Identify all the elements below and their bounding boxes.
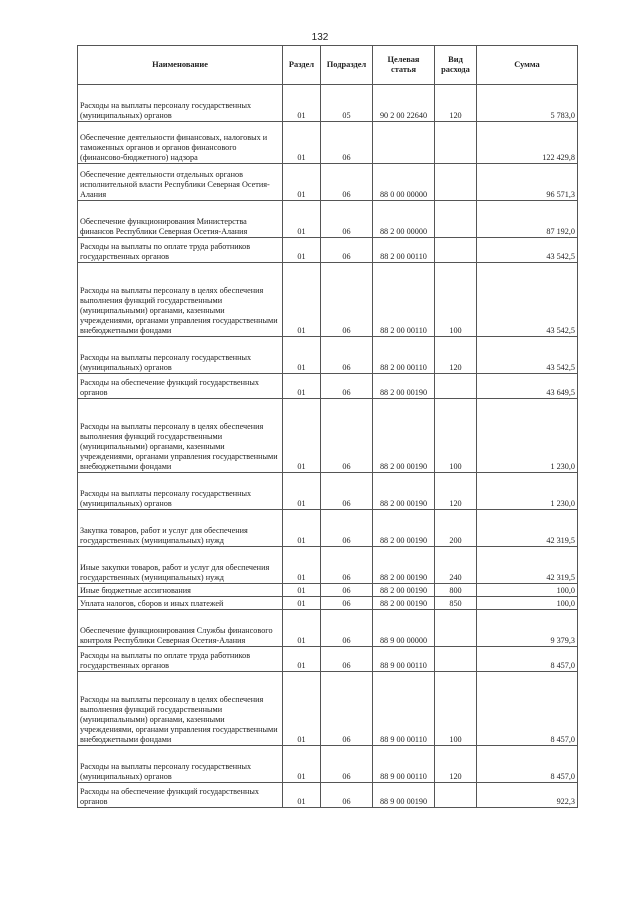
row-subsection: 06 (321, 783, 373, 808)
row-subsection: 05 (321, 85, 373, 122)
row-subsection: 06 (321, 201, 373, 238)
row-target: 90 2 00 22640 (373, 85, 435, 122)
row-sum: 43 649,5 (477, 374, 578, 399)
table-row (78, 122, 578, 164)
row-name: Закупка товаров, работ и услуг для обеспечения государственных (муниципальных) нужд (78, 510, 283, 547)
row-target: 88 2 00 00190 (373, 584, 435, 597)
table-row (78, 783, 578, 808)
row-sum: 5 783,0 (477, 85, 578, 122)
row-target: 88 9 00 00000 (373, 610, 435, 647)
table-row (78, 85, 578, 122)
row-target: 88 2 00 00190 (373, 510, 435, 547)
row-section: 01 (283, 672, 321, 746)
row-type (435, 201, 477, 238)
row-type (435, 783, 477, 808)
row-type (435, 610, 477, 647)
row-type (435, 647, 477, 672)
table-row (78, 263, 578, 337)
row-section: 01 (283, 399, 321, 473)
row-sum: 42 319,5 (477, 547, 578, 584)
row-subsection: 06 (321, 547, 373, 584)
row-sum: 100,0 (477, 584, 578, 597)
budget-table (77, 45, 578, 808)
row-section: 01 (283, 263, 321, 337)
row-subsection: 06 (321, 374, 373, 399)
row-name: Расходы на выплаты персоналу государственных (муниципальных) органов (78, 473, 283, 510)
table-row (78, 374, 578, 399)
row-name: Обеспечение деятельности отдельных органов исполнительной власти Республики Северная Осетия-Алания (78, 164, 283, 201)
row-subsection: 06 (321, 584, 373, 597)
row-subsection: 06 (321, 473, 373, 510)
row-sum: 43 542,5 (477, 263, 578, 337)
table-row (78, 746, 578, 783)
table-row (78, 510, 578, 547)
row-subsection: 06 (321, 647, 373, 672)
row-type (435, 374, 477, 399)
table-row (78, 610, 578, 647)
row-sum: 8 457,0 (477, 746, 578, 783)
table-row (78, 238, 578, 263)
row-name: Обеспечение функционирования Министерства финансов Республики Северная Осетия-Алания (78, 201, 283, 238)
header-type: Вид расхода (435, 46, 477, 85)
row-section: 01 (283, 783, 321, 808)
row-name: Обеспечение функционирования Службы финансового контроля Республики Северная Осетия-Алания (78, 610, 283, 647)
table-row (78, 399, 578, 473)
row-sum: 43 542,5 (477, 238, 578, 263)
row-section: 01 (283, 374, 321, 399)
row-section: 01 (283, 746, 321, 783)
row-subsection: 06 (321, 238, 373, 263)
row-type (435, 238, 477, 263)
table-row (78, 584, 578, 597)
row-name: Расходы на выплаты персоналу государственных (муниципальных) органов (78, 337, 283, 374)
row-sum: 1 230,0 (477, 399, 578, 473)
row-sum: 9 379,3 (477, 610, 578, 647)
row-subsection: 06 (321, 399, 373, 473)
row-name: Иные закупки товаров, работ и услуг для обеспечения государственных (муниципальных) нужд (78, 547, 283, 584)
row-name: Расходы на выплаты персоналу государственных (муниципальных) органов (78, 746, 283, 783)
row-type: 850 (435, 597, 477, 610)
header-row (78, 46, 578, 85)
row-name: Расходы на обеспечение функций государственных органов (78, 783, 283, 808)
row-target: 88 9 00 00190 (373, 783, 435, 808)
row-sum: 8 457,0 (477, 672, 578, 746)
table-row (78, 201, 578, 238)
row-target: 88 0 00 00000 (373, 164, 435, 201)
row-target: 88 2 00 00110 (373, 263, 435, 337)
row-section: 01 (283, 473, 321, 510)
row-type (435, 122, 477, 164)
row-type: 120 (435, 473, 477, 510)
row-sum: 1 230,0 (477, 473, 578, 510)
row-target: 88 2 00 00190 (373, 374, 435, 399)
row-name: Обеспечение деятельности финансовых, налоговых и таможенных органов и органов финансового (финансово-бюджетного) надзора (78, 122, 283, 164)
row-section: 01 (283, 201, 321, 238)
row-sum: 87 192,0 (477, 201, 578, 238)
row-type: 120 (435, 746, 477, 783)
row-type: 100 (435, 399, 477, 473)
row-section: 01 (283, 547, 321, 584)
row-target: 88 9 00 00110 (373, 672, 435, 746)
table-row (78, 597, 578, 610)
row-subsection: 06 (321, 337, 373, 374)
row-target: 88 2 00 00190 (373, 399, 435, 473)
table-row (78, 164, 578, 201)
row-subsection: 06 (321, 164, 373, 201)
row-section: 01 (283, 510, 321, 547)
row-type: 100 (435, 672, 477, 746)
header-name: Наименование (78, 46, 283, 85)
row-sum: 122 429,8 (477, 122, 578, 164)
row-section: 01 (283, 597, 321, 610)
row-name: Расходы на выплаты по оплате труда работников государственных органов (78, 647, 283, 672)
row-type (435, 164, 477, 201)
row-section: 01 (283, 122, 321, 164)
row-sum: 922,3 (477, 783, 578, 808)
row-subsection: 06 (321, 672, 373, 746)
header-section: Раздел (283, 46, 321, 85)
row-section: 01 (283, 647, 321, 672)
table-row (78, 473, 578, 510)
row-sum: 43 542,5 (477, 337, 578, 374)
row-name: Уплата налогов, сборов и иных платежей (78, 597, 283, 610)
row-target: 88 2 00 00190 (373, 547, 435, 584)
row-type: 200 (435, 510, 477, 547)
row-type: 800 (435, 584, 477, 597)
row-name: Расходы на выплаты персоналу в целях обеспечения выполнения функций государственными (муниципальными) органами, казенными учреждениями, органами управления государственными внебюджетными фондами (78, 263, 283, 337)
row-name: Иные бюджетные ассигнования (78, 584, 283, 597)
row-name: Расходы на выплаты по оплате труда работников государственных органов (78, 238, 283, 263)
row-type: 240 (435, 547, 477, 584)
table-row (78, 647, 578, 672)
row-sum: 8 457,0 (477, 647, 578, 672)
row-target: 88 2 00 00110 (373, 337, 435, 374)
header-target: Целевая статья (373, 46, 435, 85)
row-type: 120 (435, 337, 477, 374)
row-name: Расходы на выплаты персоналу в целях обеспечения выполнения функций государственными (муниципальными) органами, казенными учреждениями, органами управления государственными внебюджетными фондами (78, 399, 283, 473)
row-subsection: 06 (321, 610, 373, 647)
row-subsection: 06 (321, 122, 373, 164)
row-name: Расходы на выплаты персоналу государственных (муниципальных) органов (78, 85, 283, 122)
row-section: 01 (283, 85, 321, 122)
table-row (78, 672, 578, 746)
table-row (78, 337, 578, 374)
row-section: 01 (283, 164, 321, 201)
row-sum: 100,0 (477, 597, 578, 610)
row-target (373, 122, 435, 164)
row-section: 01 (283, 610, 321, 647)
row-target: 88 2 00 00000 (373, 201, 435, 238)
header-sum: Сумма (477, 46, 578, 85)
row-section: 01 (283, 238, 321, 263)
row-target: 88 2 00 00110 (373, 238, 435, 263)
header-subsection: Подраздел (321, 46, 373, 85)
row-name: Расходы на обеспечение функций государственных органов (78, 374, 283, 399)
row-subsection: 06 (321, 263, 373, 337)
page-number: 132 (311, 32, 329, 43)
row-name: Расходы на выплаты персоналу в целях обеспечения выполнения функций государственными (муниципальными) органами, казенными учреждениями, органами управления государственными внебюджетными фондами (78, 672, 283, 746)
row-sum: 96 571,3 (477, 164, 578, 201)
row-type: 120 (435, 85, 477, 122)
row-target: 88 9 00 00110 (373, 746, 435, 783)
row-subsection: 06 (321, 746, 373, 783)
row-sum: 42 319,5 (477, 510, 578, 547)
row-target: 88 2 00 00190 (373, 473, 435, 510)
row-subsection: 06 (321, 597, 373, 610)
row-target: 88 2 00 00190 (373, 597, 435, 610)
row-subsection: 06 (321, 510, 373, 547)
row-section: 01 (283, 337, 321, 374)
row-type: 100 (435, 263, 477, 337)
row-section: 01 (283, 584, 321, 597)
table-row (78, 547, 578, 584)
row-target: 88 9 00 00110 (373, 647, 435, 672)
